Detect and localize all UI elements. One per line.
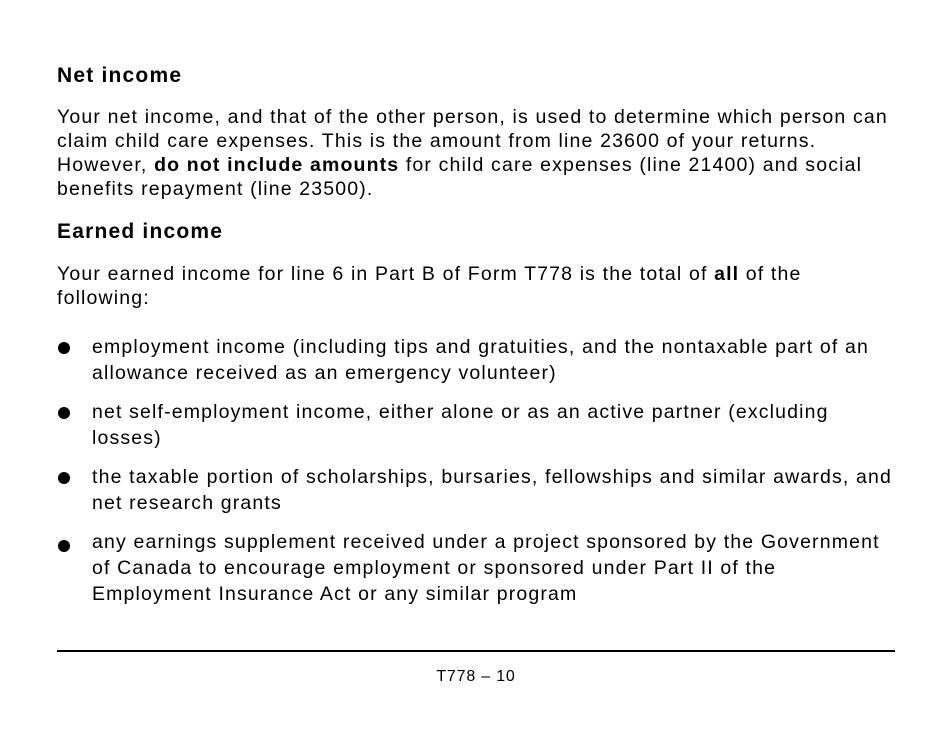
- page-number: T778 – 10: [436, 668, 516, 685]
- bullet-icon: [58, 407, 70, 419]
- list-item-text: the taxable portion of scholarships, bursaries, fellowships and similar awards, and net research grants: [92, 466, 892, 514]
- net-income-paragraph: [57, 105, 895, 201]
- bullet-icon: [58, 540, 70, 552]
- earned-income-list: [57, 334, 895, 620]
- earned-income-heading: Earned income: [57, 220, 224, 243]
- net-income-text-2: for child care expenses (line 21400) and social benefits repayment (line 23500).: [57, 154, 863, 200]
- bullet-icon: [58, 342, 70, 354]
- earned-income-intro-2: of the following:: [57, 263, 802, 309]
- document-page: [57, 0, 895, 733]
- list-item-text: net self-employment income, either alone or as an active partner (excluding losses): [92, 401, 829, 449]
- list-item: [57, 399, 895, 451]
- list-item-text: employment income (including tips and gratuities, and the nontaxable part of an allowance received as an emergency volunteer): [92, 336, 870, 384]
- list-item: [57, 529, 895, 607]
- bullet-icon: [58, 472, 70, 484]
- net-income-bold-text: do not include amounts: [154, 154, 400, 176]
- list-item-text: any earnings supplement received under a project sponsored by the Government of Canada to encourage employment or sponsored under Part II of the Employment Insurance Act or any similar program: [92, 531, 880, 605]
- earned-income-intro-bold: all: [714, 263, 740, 285]
- earned-income-intro: [57, 262, 895, 310]
- list-item: [57, 334, 895, 386]
- footer-divider: [57, 650, 895, 652]
- net-income-text-1: Your net income, and that of the other person, is used to determine which person can claim child care expenses. This is the amount from line 23600 of your returns. However,: [57, 106, 888, 176]
- earned-income-intro-1: Your earned income for line 6 in Part B of Form T778 is the total of: [57, 263, 715, 285]
- net-income-heading: Net income: [57, 64, 183, 87]
- list-item: [57, 464, 895, 516]
